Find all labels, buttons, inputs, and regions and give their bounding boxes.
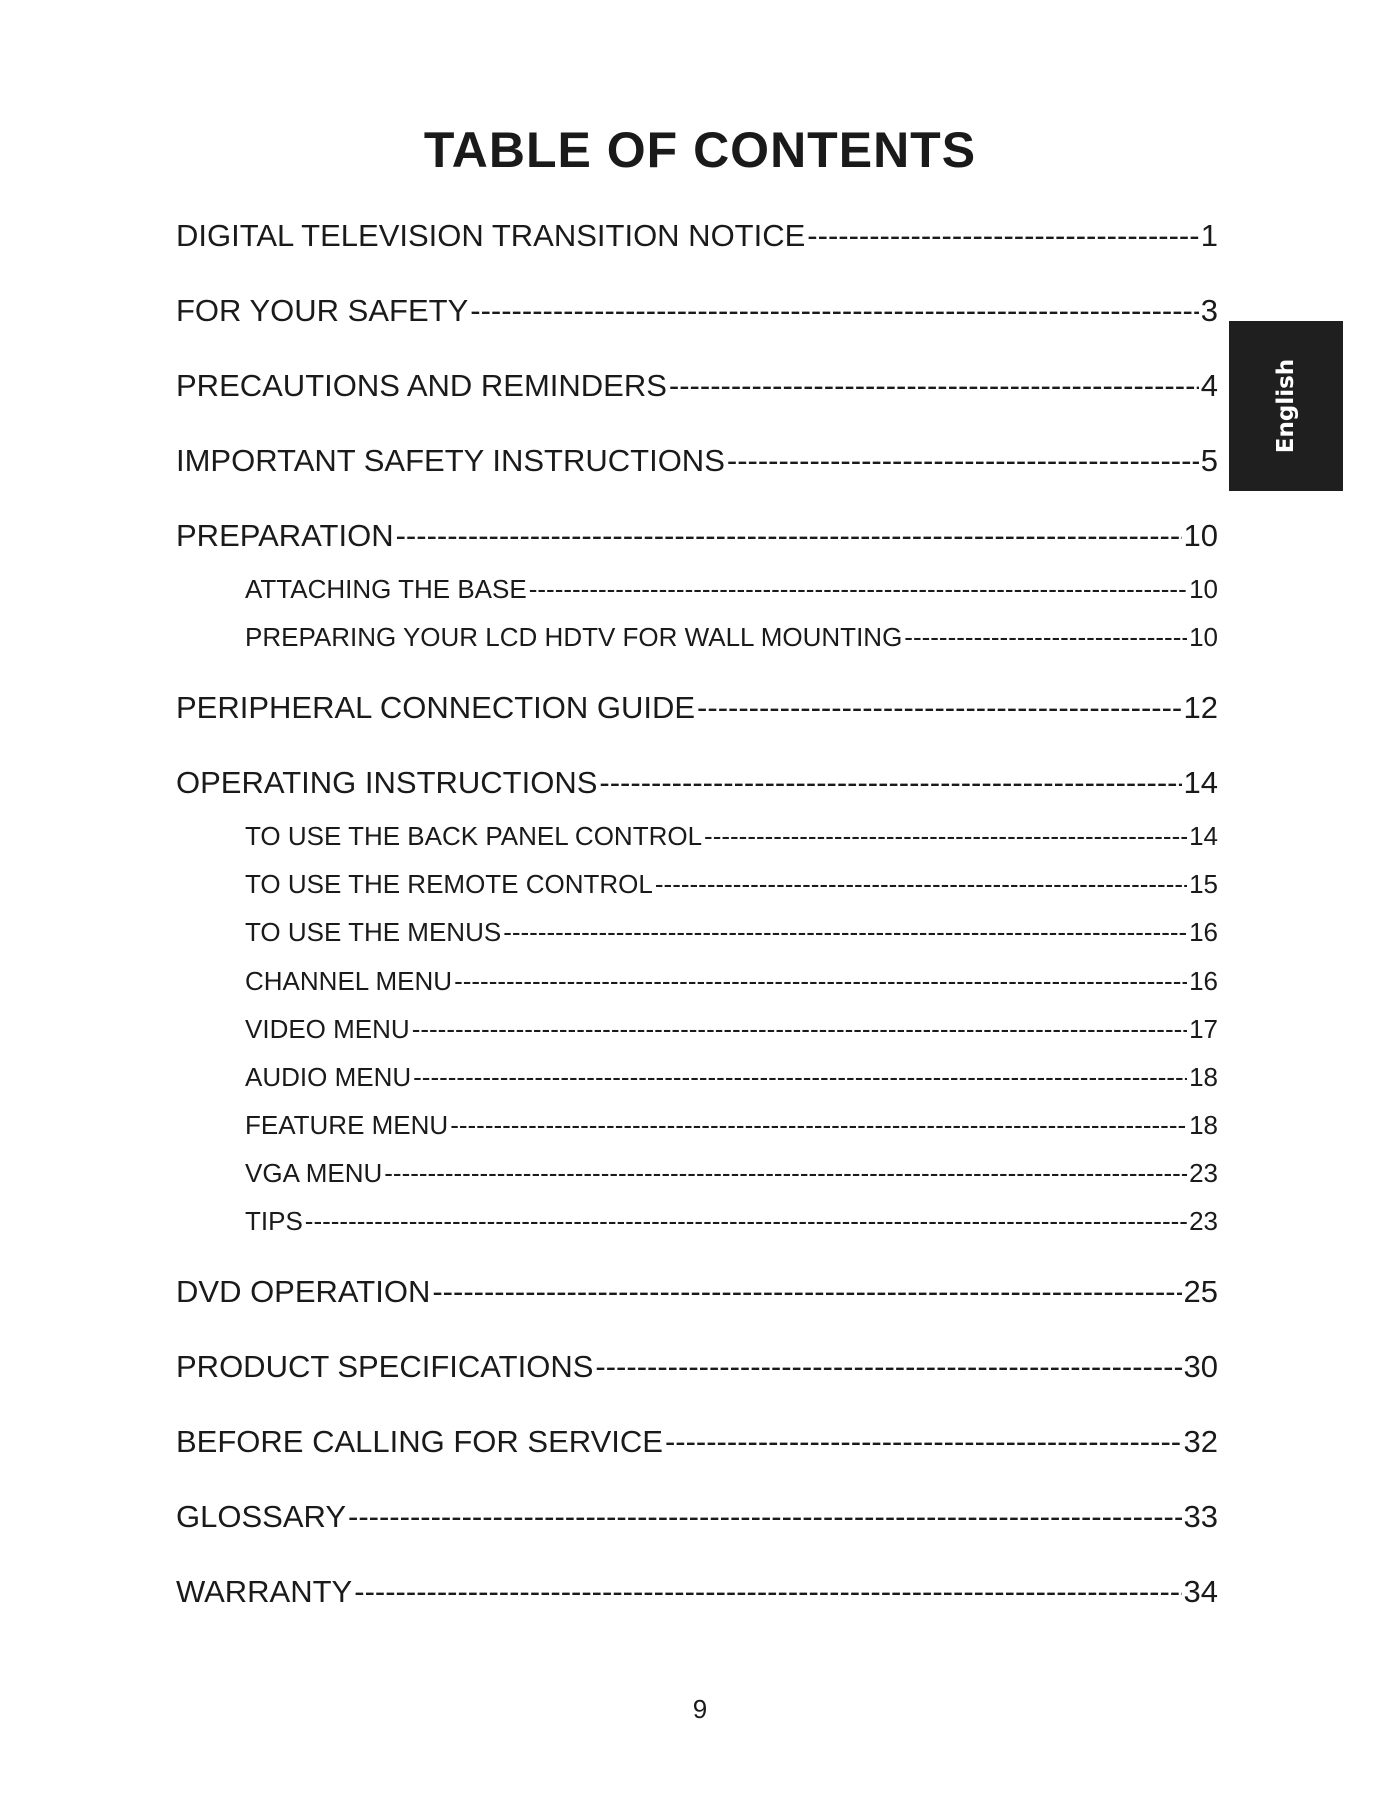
toc-entry-title: TO USE THE REMOTE CONTROL [245,869,653,899]
toc-entry-attaching-base[interactable] [245,572,1218,606]
toc-entry-feature-menu[interactable] [245,1108,1218,1142]
toc-entry-page: 32 [1183,1424,1218,1459]
toc-entry-page: 10 [1183,518,1218,553]
toc-entry-page: 14 [1183,765,1218,800]
toc-leader-dots [384,1156,1187,1190]
toc-entry-page: 4 [1200,368,1218,403]
toc-leader-dots [599,763,1181,803]
toc-entry-vga-menu[interactable] [245,1156,1218,1190]
toc-entry-preparation[interactable] [176,516,1218,556]
toc-entry-title: VIDEO MENU [245,1014,410,1044]
toc-entry-page: 16 [1189,966,1218,996]
toc-entry-title: PREPARING YOUR LCD HDTV FOR WALL MOUNTING [245,622,903,652]
toc-leader-dots [348,1497,1182,1537]
toc-entry-warranty[interactable] [176,1572,1218,1612]
toc-entry-channel-menu[interactable] [245,964,1218,998]
toc-entry-audio-menu[interactable] [245,1060,1218,1094]
toc-entry-video-menu[interactable] [245,1012,1218,1046]
toc-entry-remote-control[interactable] [245,867,1218,901]
toc-entry-page: 15 [1189,869,1218,899]
toc-entry-title: PRODUCT SPECIFICATIONS [176,1349,594,1384]
toc-entry-title: VGA MENU [245,1158,383,1188]
toc-entry-operating-instructions[interactable] [176,763,1218,803]
toc-entry-wall-mounting[interactable] [245,620,1218,654]
toc-leader-dots [727,441,1199,481]
toc-entry-title: TO USE THE MENUS [245,917,502,947]
toc-leader-dots [412,1012,1187,1046]
toc-leader-dots [470,291,1199,331]
toc-entry-product-specifications[interactable] [176,1347,1218,1387]
toc-entry-title: IMPORTANT SAFETY INSTRUCTIONS [176,443,725,478]
toc-leader-dots [354,1572,1181,1612]
toc-entry-back-panel-control[interactable] [245,819,1218,853]
toc-entry-important-safety[interactable] [176,441,1218,481]
toc-leader-dots [454,964,1187,998]
toc-entry-title: TO USE THE BACK PANEL CONTROL [245,821,703,851]
toc-entry-glossary[interactable] [176,1497,1218,1537]
page-number: 9 [692,1694,708,1724]
toc-entry-dvd-operation[interactable] [176,1272,1218,1312]
language-tab-label: English [1273,358,1299,454]
toc-leader-dots [669,366,1199,406]
toc-entry-for-your-safety[interactable] [176,291,1218,331]
toc-entry-page: 12 [1183,690,1218,725]
toc-leader-dots [807,216,1198,256]
toc-entry-page: 10 [1189,622,1218,652]
toc-entry-page: 30 [1183,1349,1218,1384]
toc-leader-dots [595,1347,1181,1387]
toc-entry-page: 14 [1189,821,1218,851]
toc-entry-title: DVD OPERATION [176,1274,431,1309]
toc-leader-dots [655,867,1187,901]
toc-leader-dots [904,620,1187,654]
toc-entry-peripheral-connection[interactable] [176,688,1218,728]
toc-entry-page: 23 [1189,1206,1218,1236]
toc-entry-title: FEATURE MENU [245,1110,449,1140]
toc-entry-title: DIGITAL TELEVISION TRANSITION NOTICE [176,218,806,253]
toc-entry-title: PRECAUTIONS AND REMINDERS [176,368,667,403]
page-title: TABLE OF CONTENTS [423,122,977,178]
toc-leader-dots [529,572,1187,606]
toc-entry-page: 18 [1189,1110,1218,1140]
toc-entry-title: PREPARATION [176,518,394,553]
toc-entry-title: WARRANTY [176,1574,353,1609]
toc-leader-dots [704,819,1187,853]
toc-entry-page: 10 [1189,574,1218,604]
toc-entry-tips[interactable] [245,1204,1218,1238]
toc-entry-before-calling-service[interactable] [176,1422,1218,1462]
toc-leader-dots [413,1060,1187,1094]
toc-entry-page: 34 [1183,1574,1218,1609]
toc-entry-precautions[interactable] [176,366,1218,406]
toc-leader-dots [396,516,1182,556]
toc-entry-title: CHANNEL MENU [245,966,453,996]
toc-entry-title: ATTACHING THE BASE [245,574,527,604]
toc-leader-dots [665,1422,1182,1462]
toc-leader-dots [697,688,1181,728]
toc-entry-page: 16 [1189,917,1218,947]
toc-entry-page: 18 [1189,1062,1218,1092]
toc-entry-title: FOR YOUR SAFETY [176,293,469,328]
toc-entry-digital-tv-transition[interactable] [176,216,1218,256]
toc-entry-page: 17 [1189,1014,1218,1044]
toc-entry-page: 5 [1200,443,1218,478]
toc-entry-title: GLOSSARY [176,1499,347,1534]
toc-entry-page: 33 [1183,1499,1218,1534]
toc-leader-dots [503,915,1187,949]
toc-entry-page: 3 [1200,293,1218,328]
toc-leader-dots [450,1108,1187,1142]
toc-leader-dots [305,1204,1187,1238]
toc-entry-title: BEFORE CALLING FOR SERVICE [176,1424,663,1459]
toc-entry-title: OPERATING INSTRUCTIONS [176,765,598,800]
toc-entry-page: 23 [1189,1158,1218,1188]
toc-entry-title: TIPS [245,1206,303,1236]
toc-entry-page: 25 [1183,1274,1218,1309]
toc-entry-title: PERIPHERAL CONNECTION GUIDE [176,690,696,725]
toc-entry-page: 1 [1200,218,1218,253]
toc-leader-dots [432,1272,1181,1312]
toc-entry-title: AUDIO MENU [245,1062,412,1092]
toc-entry-use-menus[interactable] [245,915,1218,949]
